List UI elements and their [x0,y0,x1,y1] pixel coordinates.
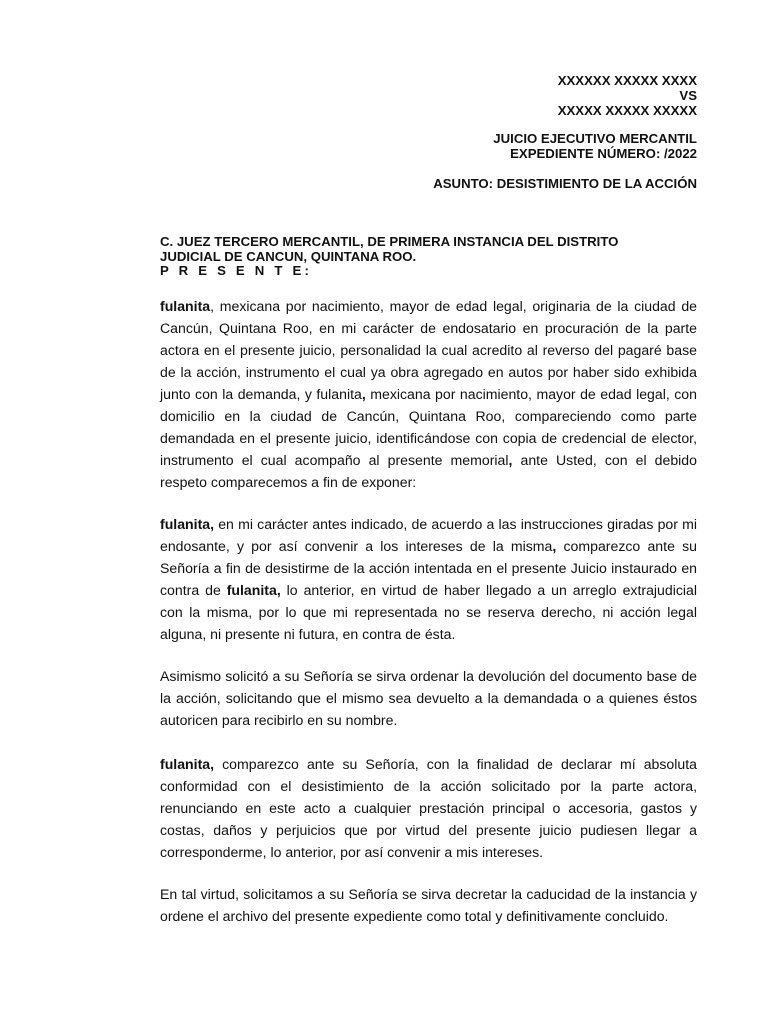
paragraph-text: lo anterior, en virtud de haber llegado a un arreglo extrajudicial con la misma, por lo que mi representada no se reserva derecho, ni acción legal alguna, ni presente ni futura, en contra de ésta. [160,582,697,642]
paragraph-text: comparezco ante su Señoría, con la finalidad de declarar mí absoluta conformidad con el desistimiento de la acción solicitado por la parte actora, renunciando en este acto a cualquier prestación principal o accesoria, gastos y costas, daños y perjuicios que por virtud del presente juicio pudiesen llegar a corresponderme, lo anterior, por así convenir a mis intereses. [160,756,697,860]
party-name: fulanita [160,298,211,314]
trial-type: JUICIO EJECUTIVO MERCANTIL [493,131,697,146]
paragraph-text: ante Usted, con el debido respeto comparecemos a fin de exponer: [160,452,697,490]
paragraph-conformity [160,753,697,863]
paragraph-document-return [160,665,697,731]
paragraph-withdrawal [160,513,697,645]
party-name: fulanita, [160,756,215,772]
party-name: fulanita, [160,516,215,532]
addressee-block [160,235,697,279]
punctuation: , [361,386,366,402]
paragraph-text: comparezco ante su Señoría a fin de desistirme de la acción intentada en el presente Juicio instaurado en contra de [160,538,697,598]
paragraph-request [160,883,697,927]
party-a: XXXXXX XXXXX XXXX [557,73,697,88]
paragraph-text: en mi carácter antes indicado, de acuerdo a las instrucciones giradas por mi endosante, y por así convenir a los intereses de la misma [160,516,697,554]
addressee-line-1: C. JUEZ TERCERO MERCANTIL, DE PRIMERA INSTANCIA DEL DISTRITO [160,234,619,249]
versus-label: VS [679,88,697,103]
case-parties [558,73,697,118]
paragraph-text: , mexicana por nacimiento, mayor de edad legal, originaria de la ciudad de Cancún, Quintana Roo, en mi carácter de endosatario en procuración de la parte actora en el presente juicio, personalidad la cual acredito al reverso del pagaré base de la acción, instrumento el cual ya obra agregado en autos por haber sido exhibida junto con la demanda, y fulanita [160,298,697,402]
paragraph-text: Asimismo solicitó a su Señoría se sirva ordenar la devolución del documento base de la acción, solicitando que el mismo sea devuelto a la demandada o a quienes éstos autoricen para recibirlo en su nombre. [160,668,697,728]
punctuation: , [552,538,557,554]
party-name: fulanita, [226,582,281,598]
addressee-line-2: JUDICIAL DE CANCUN, QUINTANA ROO. [160,248,417,264]
case-subject: ASUNTO: DESISTIMIENTO DE LA ACCIÓN [433,176,697,191]
paragraph-text: mexicana por nacimiento, mayor de edad legal, con domicilio en la ciudad de Cancún, Quintana Roo, compareciendo como parte demandada en el presente juicio, identificándose con copia de credencial de elector, instrumento el cual acompaño al presente memorial [160,386,697,468]
party-b: XXXXX XXXXX XXXXX [557,103,697,118]
paragraph-text: En tal virtud, solicitamos a su Señoría se sirva decretar la caducidad de la instancia y ordene el archivo del presente expediente como total y definitivamente concluido. [160,886,697,924]
punctuation: , [508,452,513,468]
paragraph-introduction [160,295,697,493]
file-number: EXPEDIENTE NÚMERO: /2022 [510,146,697,161]
case-info [493,131,697,161]
presente-label: P R E S E N T E: [160,263,313,278]
